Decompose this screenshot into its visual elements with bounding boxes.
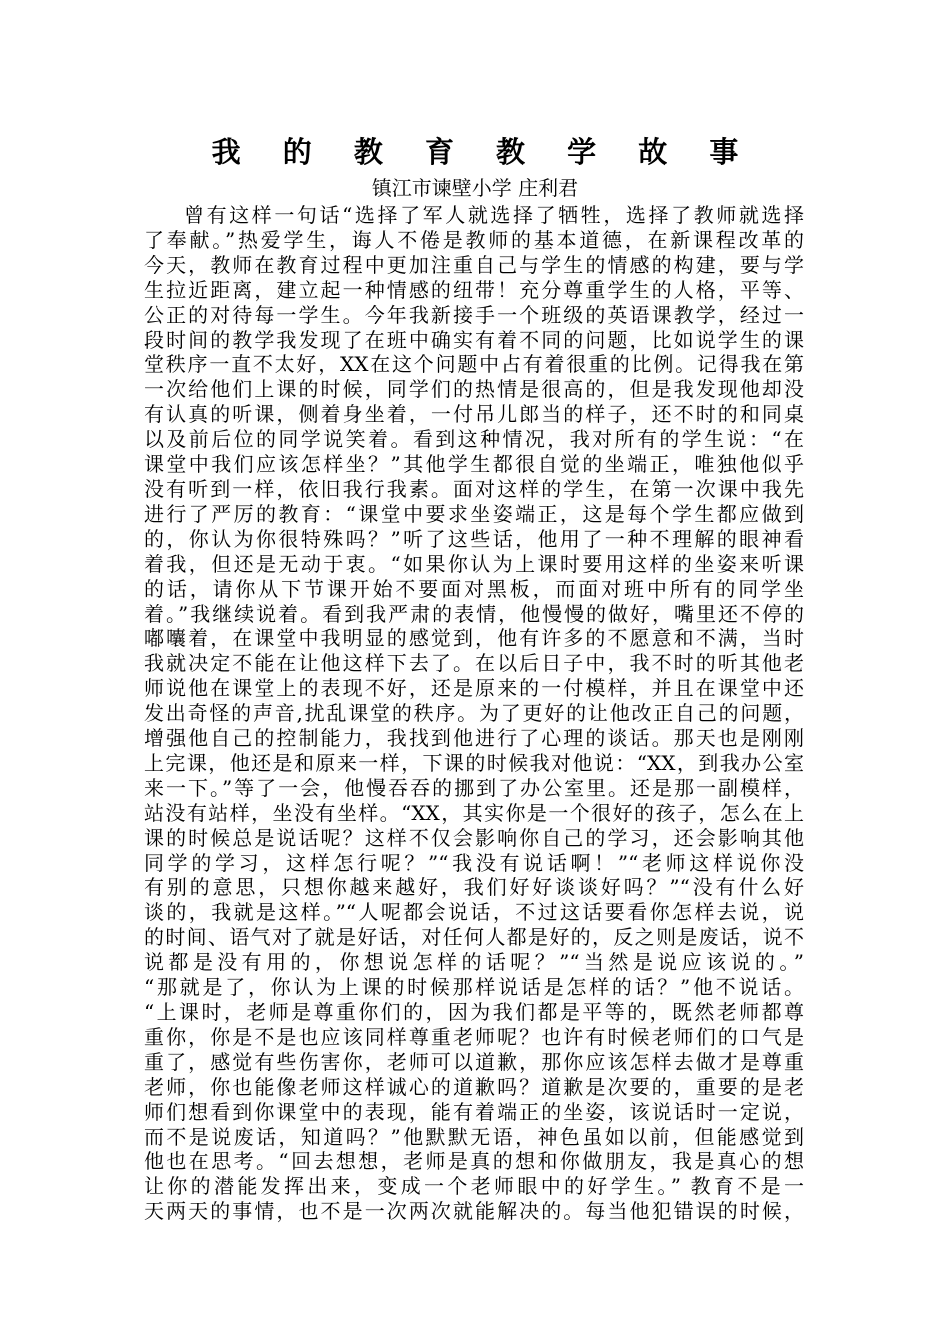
body-line: 着。”我继续说着。看到我严肃的表情，他慢慢的做好，嘴里还不停的 bbox=[144, 601, 804, 626]
body-line: 生拉近距离，建立起一种情感的纽带！充分尊重学生的人格，平等、 bbox=[144, 277, 804, 302]
body-line: 谈的，我就是这样。”“人呢都会说话，不过这话要看你怎样去说，说 bbox=[144, 900, 804, 925]
body-line: 来一下。”等了一会，他慢吞吞的挪到了办公室里。还是那一副模样， bbox=[144, 775, 804, 800]
body-line: 有认真的听课，侧着身坐着，一付吊儿郎当的样子，还不时的和同桌 bbox=[144, 402, 804, 427]
body-line: 没有听到一样，依旧我行我素。面对这样的学生，在第一次课中我先 bbox=[144, 476, 804, 501]
body-line: 增强他自己的控制能力，我找到他进行了心理的谈话。那天也是刚刚 bbox=[144, 726, 804, 751]
body-line: “那就是了，你认为上课的时候那样说话是怎样的话？”他不说话。 bbox=[144, 975, 804, 1000]
body-line: 让你的潜能发挥出来，变成一个老师眼中的好学生。” 教育不是一 bbox=[144, 1174, 804, 1199]
body-line: “上课时，老师是尊重你们的，因为我们都是平等的，既然老师都尊 bbox=[144, 1000, 804, 1024]
body-line: 堂秩序一直不太好，XX在这个问题中占有着很重的比例。记得我在第 bbox=[144, 352, 804, 377]
body-line: 曾有这样一句话“选择了军人就选择了牺牲，选择了教师就选择 bbox=[184, 203, 804, 227]
body-line: 着我，但还是无动于衷。“如果你认为上课时要用这样的坐姿来听课 bbox=[144, 551, 804, 576]
document-title: 我 的 教 育 教 学 故 事 bbox=[211, 135, 755, 169]
body-line: 一次给他们上课的时候，同学们的热情是很高的，但是我发现他却没 bbox=[144, 377, 804, 402]
body-line: 进行了严厉的教育：“课堂中要求坐姿端正，这是每个学生都应做到 bbox=[144, 501, 804, 526]
body-line: 老师，你也能像老师这样诚心的道歉吗？道歉是次要的，重要的是老 bbox=[144, 1074, 804, 1099]
body-line: 的话，请你从下节课开始不要面对黑板，而面对班中所有的同学坐 bbox=[144, 576, 804, 601]
body-line: 说都是没有用的，你想说怎样的话呢？”“当然是说应该说的。” bbox=[144, 950, 804, 975]
body-line: 天两天的事情，也不是一次两次就能解决的。每当他犯错误的时候， bbox=[144, 1199, 804, 1224]
body-paragraph bbox=[144, 203, 804, 1224]
body-line: 上完课，他还是和原来一样，下课的时候我对他说：“XX，到我办公室 bbox=[144, 750, 804, 775]
body-line: 以及前后位的同学说笑着。看到这种情况，我对所有的学生说：“在 bbox=[144, 427, 804, 452]
body-line: 同学的学习，这样怎行呢？”“我没有说话啊！”“老师这样说你没 bbox=[144, 850, 804, 875]
body-line: 重你，你是不是也应该同样尊重老师呢？也许有时候老师们的口气是 bbox=[144, 1024, 804, 1049]
author-byline: 镇江市谏壁小学 庄利君 bbox=[371, 176, 579, 200]
body-line: 他也在思考。“回去想想，老师是真的想和你做朋友，我是真心的想 bbox=[144, 1149, 804, 1174]
body-line: 站没有站样，坐没有坐样。“XX，其实你是一个很好的孩子，怎么在上 bbox=[144, 800, 804, 825]
body-line: 有别的意思，只想你越来越好，我们好好谈谈好吗？”“没有什么好 bbox=[144, 875, 804, 900]
body-line: 我就决定不能在让他这样下去了。在以后日子中，我不时的听其他老 bbox=[144, 651, 804, 676]
body-line: 课的时候总是说话呢？这样不仅会影响你自己的学习，还会影响其他 bbox=[144, 825, 804, 850]
body-line: 的时间、语气对了就是好话，对任何人都是好的，反之则是废话，说不 bbox=[144, 925, 804, 950]
body-line: 段时间的教学我发现了在班中确实有着不同的问题，比如说学生的课 bbox=[144, 327, 804, 352]
body-line: 而不是说废话，知道吗？”他默默无语，神色虽如以前，但能感觉到 bbox=[144, 1124, 804, 1149]
body-line: 重了，感觉有些伤害你，老师可以道歉，那你应该怎样去做才是尊重 bbox=[144, 1049, 804, 1074]
body-line: 师说他在课堂上的表现不好，还是原来的一付模样，并且在课堂中还 bbox=[144, 676, 804, 701]
body-line: 公正的对待每一学生。今年我新接手一个班级的英语课教学，经过一 bbox=[144, 302, 804, 327]
body-line: 课堂中我们应该怎样坐？”其他学生都很自觉的坐端正，唯独他似乎 bbox=[144, 452, 804, 477]
body-line: 嘟囔着，在课堂中我明显的感觉到，他有许多的不愿意和不满，当时 bbox=[144, 626, 804, 651]
body-line: 发出奇怪的声音,扰乱课堂的秩序。为了更好的让他改正自己的问题， bbox=[144, 701, 804, 726]
body-line: 了奉献。”热爱学生，诲人不倦是教师的基本道德，在新课程改革的 bbox=[144, 227, 804, 252]
body-line: 今天，教师在教育过程中更加注重自己与学生的情感的构建，要与学 bbox=[144, 252, 804, 277]
body-line: 的，你认为你很特殊吗？”听了这些话，他用了一种不理解的眼神看 bbox=[144, 526, 804, 551]
body-line: 师们想看到你课堂中的表现，能有着端正的坐姿，该说话时一定说， bbox=[144, 1099, 804, 1124]
